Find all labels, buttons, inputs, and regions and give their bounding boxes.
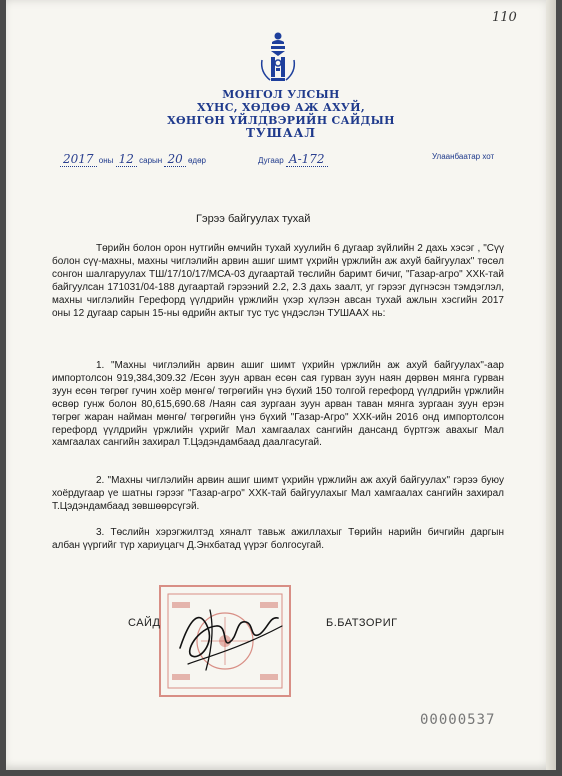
paragraph-item-1: 1. "Махны чиглэлийн арвин ашиг шимт үхрийн үржлийн аж ахуй байгуулах"-аар импортолсон 919,384,309.32 /Есөн зуун арван есөн сая гурван зуун наян дөрвөн мянга гурван зуун есөн төгрөг гучин хоёр мөнгө/ төгрөгийн үнэ бүхий 150 толгой герефорд үүлдрийн үржлийн өсвөр гунж болон 80,615,690.68 /Наян сая зургаан зуун арван таван мянга зургаан зуун ерэн төгрөг жаран найман мөнгө/ төгрөгийн үнэ бүхий "Газар-Агро" ХХК-ийн 2016 онд импортолсон герефорд үүлдрийн үржлийн үхрийг Мал хамгаалах сангийн дансанд бүртгэж авахыг Мал хамгаалах сангийн захирал Т.Цэдэндамбаад даалгасугай. [52, 360, 504, 449]
state-emblem-icon [258, 30, 298, 84]
date-year: 2017 [60, 152, 97, 167]
order-number-field [258, 152, 328, 167]
date-day-suffix: өдөр [187, 156, 206, 165]
city-label: Улаанбаатар хот [432, 152, 495, 161]
paragraph-item-3: 3. Төслийн хэрэгжилтэд хяналт тавьж ажиллахыг Төрийн нарийн бичгийн даргын албан үүргийг түр хариуцагч Д.Энхбатад үүрэг болгосугай. [52, 527, 504, 551]
header-line-order: ТУШААЛ [245, 126, 317, 140]
page-number: 110 [492, 10, 517, 25]
header-line-country: МОНГОЛ УЛСЫН [222, 88, 340, 101]
date-field [60, 152, 206, 167]
signatory-title: САЙД [128, 617, 161, 629]
date-day: 20 [164, 152, 185, 167]
header-line-ministry-2: ХӨНГӨН ҮЙЛДВЭРИЙН САЙДЫН [167, 114, 395, 127]
date-month: 12 [116, 152, 137, 167]
header-line-ministry-1: ХҮНС, ХӨДӨӨ АЖ АХУЙ, [197, 101, 365, 114]
order-number-label: Дугаар [258, 156, 284, 165]
serial-number: 00000537 [420, 712, 496, 728]
signatory-name: Б.БАТЗОРИГ [326, 617, 398, 629]
document-title: Гэрээ байгуулах тухай [196, 213, 311, 225]
paragraph-item-2: 2. "Махны чиглэлийн арвин ашиг шимт үхрийн үржлийн аж ахуй байгуулах" гэрээ буюу хоёрдугаар үе шатны гэрээг "Газар-агро" ХХК-тай байгуулахыг Мал хамгаалах сангийн захирал Т.Цэдэндамбаад зөвшөөрсүгэй. [52, 475, 504, 512]
date-year-suffix: оны [98, 156, 114, 165]
paragraph-preamble: Төрийн болон орон нутгийн өмчийн тухай хуулийн 6 дугаар зүйлийн 2 дахь хэсэг , "Сүү болон сүү-махны, махны чиглэлийн арвин ашиг шимт үхрийн үржлийн аж ахуй байгуулах" төсөл сонгон шалгаруулах ТШ/17/10/17/МСА-03 дугаартай төслийн баримт бичиг, "Газар-агро" ХХК-тай байгуулсан 171031/04-188 дугаартай гэрээний 2.2, 2.3 дахь заалт, уг гэрээг дүгнэсэн тэмдэглэл, махны чиглэлийн Герефорд үүлдрийн үржлийн үхэр хүлээн авсан тухай ажлын хэсгийн 2017 оны 12 дугаар сарын 15-ны өдрийн актыг тус тус үндэслэн ТУШААХ нь: [52, 243, 504, 319]
order-number: A-172 [286, 152, 328, 167]
date-month-suffix: сарын [139, 156, 163, 165]
handwritten-signature [170, 598, 290, 678]
